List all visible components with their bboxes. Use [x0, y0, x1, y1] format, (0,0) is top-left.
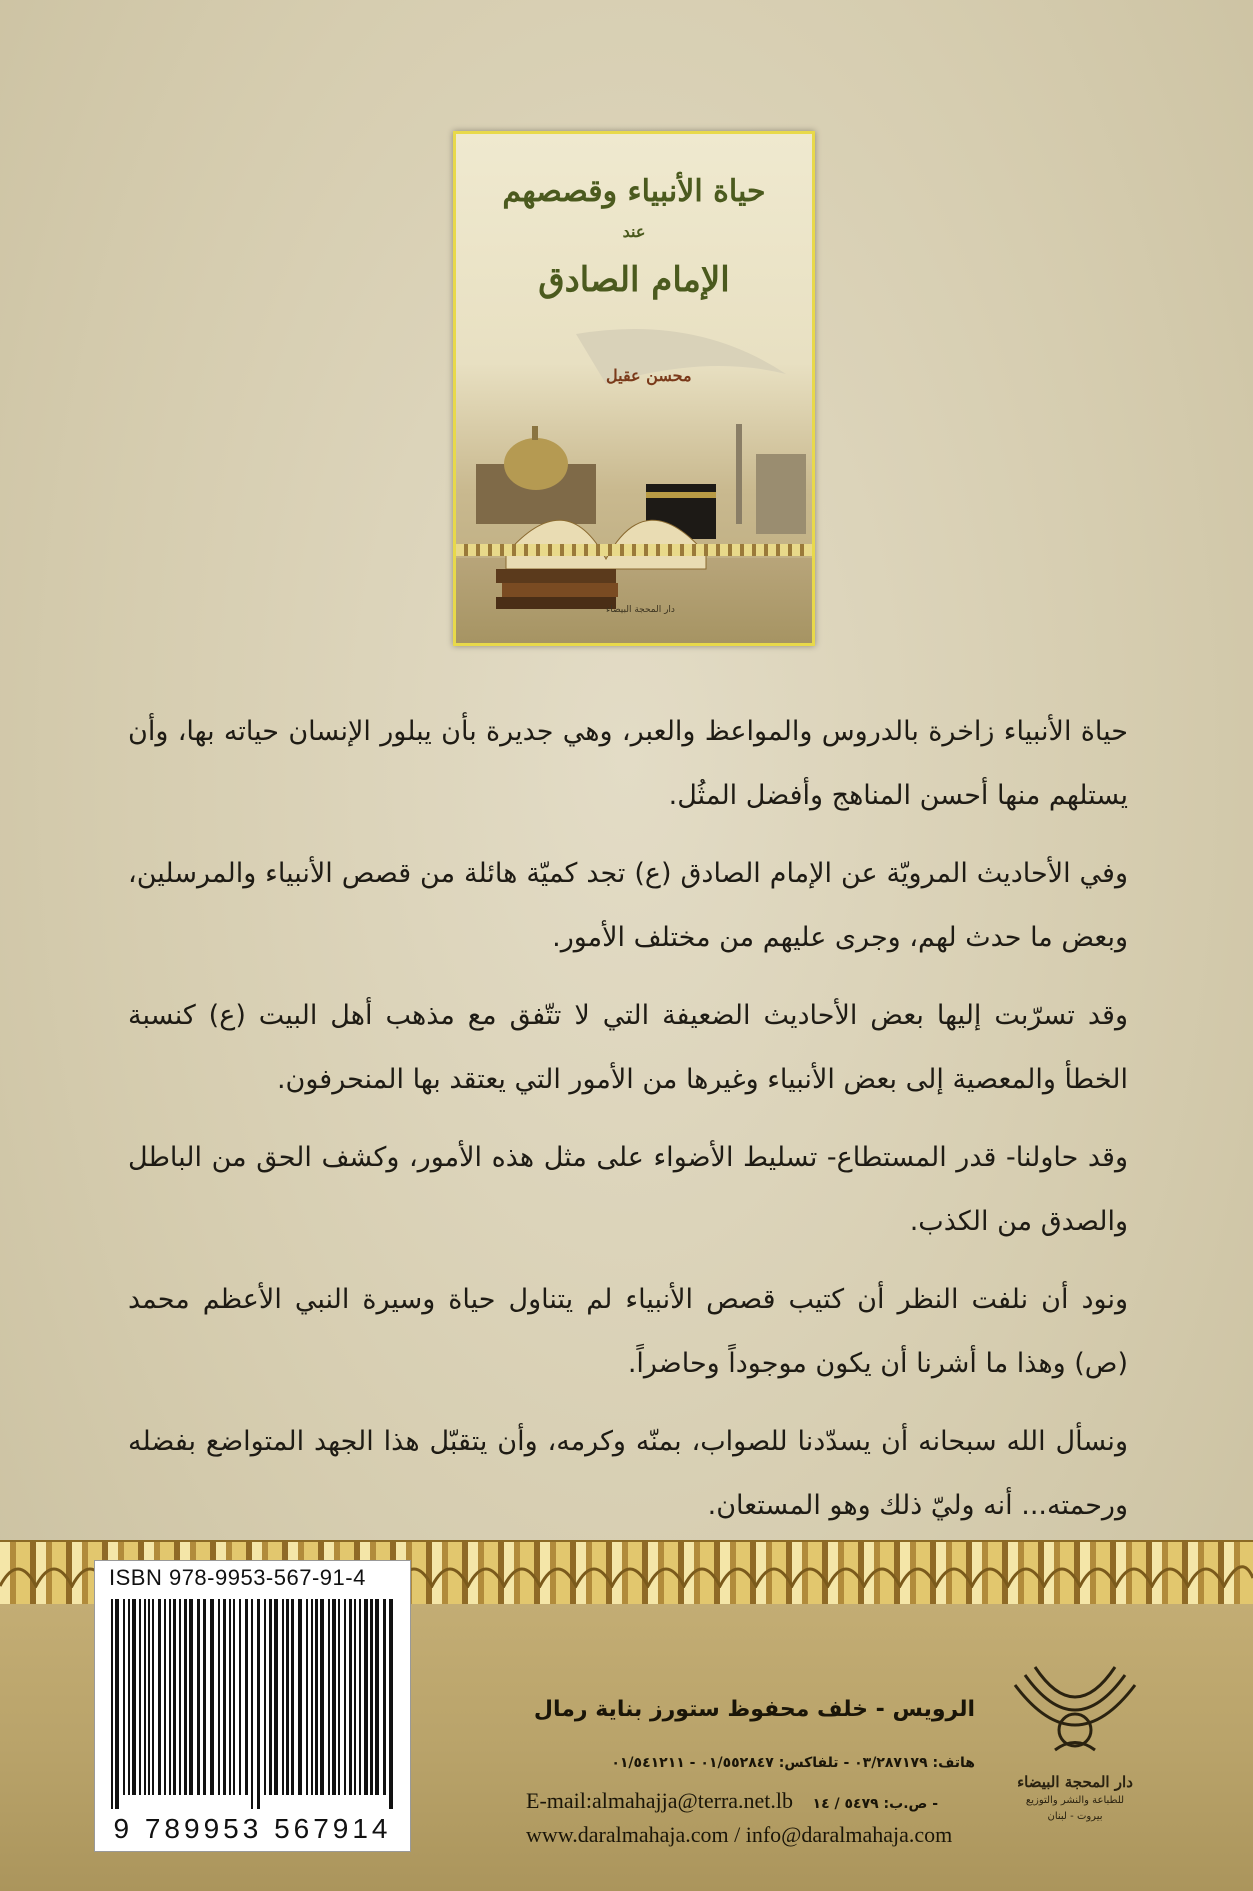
barcode-bar: [332, 1599, 336, 1795]
publisher-phone: هاتف: ٠٣/٢٨٧١٧٩ - تلفاكس: ٠١/٥٥٢٨٤٧ - ٠١/٥٤١٢١١: [611, 1755, 975, 1771]
barcode-bar: [197, 1599, 200, 1795]
barcode-bar: [274, 1599, 278, 1795]
book-cover-image: [453, 131, 815, 646]
logo-tagline: للطباعة والنشر والتوزيع: [1025, 1795, 1125, 1806]
barcode-bar: [354, 1599, 356, 1795]
barcode-bar: [269, 1599, 272, 1795]
barcode-bar: [148, 1599, 150, 1795]
cover-publisher: دار المحجة البيضاء: [606, 605, 675, 615]
barcode-digits: 9 789953 567914: [113, 1813, 392, 1844]
barcode-bar: [115, 1599, 119, 1809]
blurb-paragraph: ونود أن نلفت النظر أن كتيب قصص الأنبياء لم يتناول حياة وسيرة النبي الأعظم محمد (ص) وهذا ما أشرنا أن يكون موجوداً وحاضراً.: [128, 1284, 1128, 1379]
barcode-bar: [210, 1599, 214, 1795]
blurb-paragraph: ونسأل الله سبحانه أن يسدّدنا للصواب، بمنّه وكرمه، وأن يتقبّل هذا الجهد المتواضع بفضله ورحمته... أنه وليّ ذلك وهو المستعان.: [128, 1426, 1128, 1521]
logo-name: دار المحجة البيضاء: [1017, 1773, 1133, 1791]
publisher-logo: [995, 1655, 1155, 1835]
barcode-bar: [286, 1599, 289, 1795]
barcode-bar: [251, 1599, 253, 1809]
blurb-paragraph: وقد تسرّبت إليها بعض الأحاديث الضعيفة التي لا تتّفق مع مذهب أهل البيت (ع) كنسبة الخطأ والمعصية إلى بعض الأنبياء وغيرها من الأمور التي يعتقد بها المنحرفون.: [128, 1000, 1128, 1095]
cover-ornament-band: [456, 544, 812, 556]
barcode-bar: [111, 1599, 113, 1809]
barcode-bar: [218, 1599, 220, 1795]
barcode-bar: [315, 1599, 318, 1795]
barcode-bar: [328, 1599, 330, 1795]
barcode-bar: [245, 1599, 248, 1795]
blurb-text: [128, 700, 1128, 1552]
barcode-bar: [169, 1599, 171, 1795]
cover-author: محسن عقيل: [606, 366, 692, 385]
barcode-bar: [144, 1599, 146, 1795]
barcode-bars: [107, 1599, 399, 1809]
barcode-bar: [257, 1599, 260, 1809]
barcode-bar: [203, 1599, 206, 1795]
cover-title: حياة الأنبياء وقصصهم: [502, 174, 766, 209]
barcode-bar: [189, 1599, 193, 1795]
barcode-bar: [139, 1599, 141, 1795]
barcode-bar: [364, 1599, 368, 1795]
barcode-bar: [152, 1599, 154, 1795]
publisher-email: [526, 1788, 938, 1814]
barcode-bar: [359, 1599, 361, 1795]
barcode-bar: [389, 1599, 393, 1809]
barcode-bar: [184, 1599, 187, 1795]
barcode-bar: [164, 1599, 166, 1795]
barcode-bar: [311, 1599, 313, 1795]
barcode-bar: [158, 1599, 161, 1795]
barcode-bar: [223, 1599, 226, 1795]
barcode-bar: [349, 1599, 352, 1795]
barcode-bar: [132, 1599, 136, 1795]
barcode-bar: [233, 1599, 235, 1795]
barcode-bar: [383, 1599, 386, 1795]
cover-subtitle: الإمام الصادق: [538, 260, 730, 300]
blurb-paragraph: وقد حاولنا- قدر المستطاع- تسليط الأضواء على مثل هذه الأمور، وكشف الحق من الباطل والصدق من الكذب.: [128, 1142, 1128, 1237]
blurb-paragraph: وفي الأحاديث المرويّة عن الإمام الصادق (ع) تجد كميّة هائلة من قصص الأنبياء والمرسلين، وبعض ما حدث لهم، وجرى عليهم من مختلف الأمور.: [128, 858, 1128, 953]
isbn-barcode: [94, 1560, 411, 1852]
barcode-bar: [306, 1599, 308, 1795]
barcode-bar: [123, 1599, 125, 1795]
barcode-bar: [298, 1599, 302, 1795]
barcode-bar: [128, 1599, 130, 1795]
barcode-bar: [173, 1599, 176, 1795]
barcode-bar: [375, 1599, 379, 1795]
barcode-bar: [370, 1599, 373, 1795]
logo-city: بيروت - لبنان: [1047, 1811, 1103, 1822]
blurb-paragraph: حياة الأنبياء زاخرة بالدروس والمواعظ والعبر، وهي جديرة بأن يبلور الإنسان حياته بها، وأن يستلهم منها أحسن المناهج وأفضل المثُل.: [128, 716, 1128, 811]
barcode-bar: [229, 1599, 231, 1795]
publisher-website: www.daralmahaja.com / info@daralmahaja.com: [526, 1822, 953, 1847]
po-box: ص.ب: ٥٤٧٩ / ١٤ -: [812, 1796, 939, 1812]
isbn-label: ISBN 978-9953-567-91-4: [109, 1565, 366, 1590]
barcode-bar: [179, 1599, 181, 1795]
barcode-bar: [291, 1599, 294, 1795]
barcode-bar: [239, 1599, 241, 1795]
cover-illustration: [456, 314, 812, 614]
barcode-bar: [344, 1599, 346, 1795]
publisher-address: الرويس - خلف محفوظ ستورز بناية رمال: [533, 1697, 975, 1722]
barcode-bar: [264, 1599, 266, 1795]
barcode-bar: [320, 1599, 324, 1795]
email-text: E-mail:almahajja@terra.net.lb: [526, 1788, 794, 1813]
logo-emblem-icon: [995, 1655, 1155, 1785]
cover-connector: عند: [622, 222, 646, 241]
barcode-bar: [338, 1599, 340, 1795]
barcode-bar: [282, 1599, 284, 1795]
